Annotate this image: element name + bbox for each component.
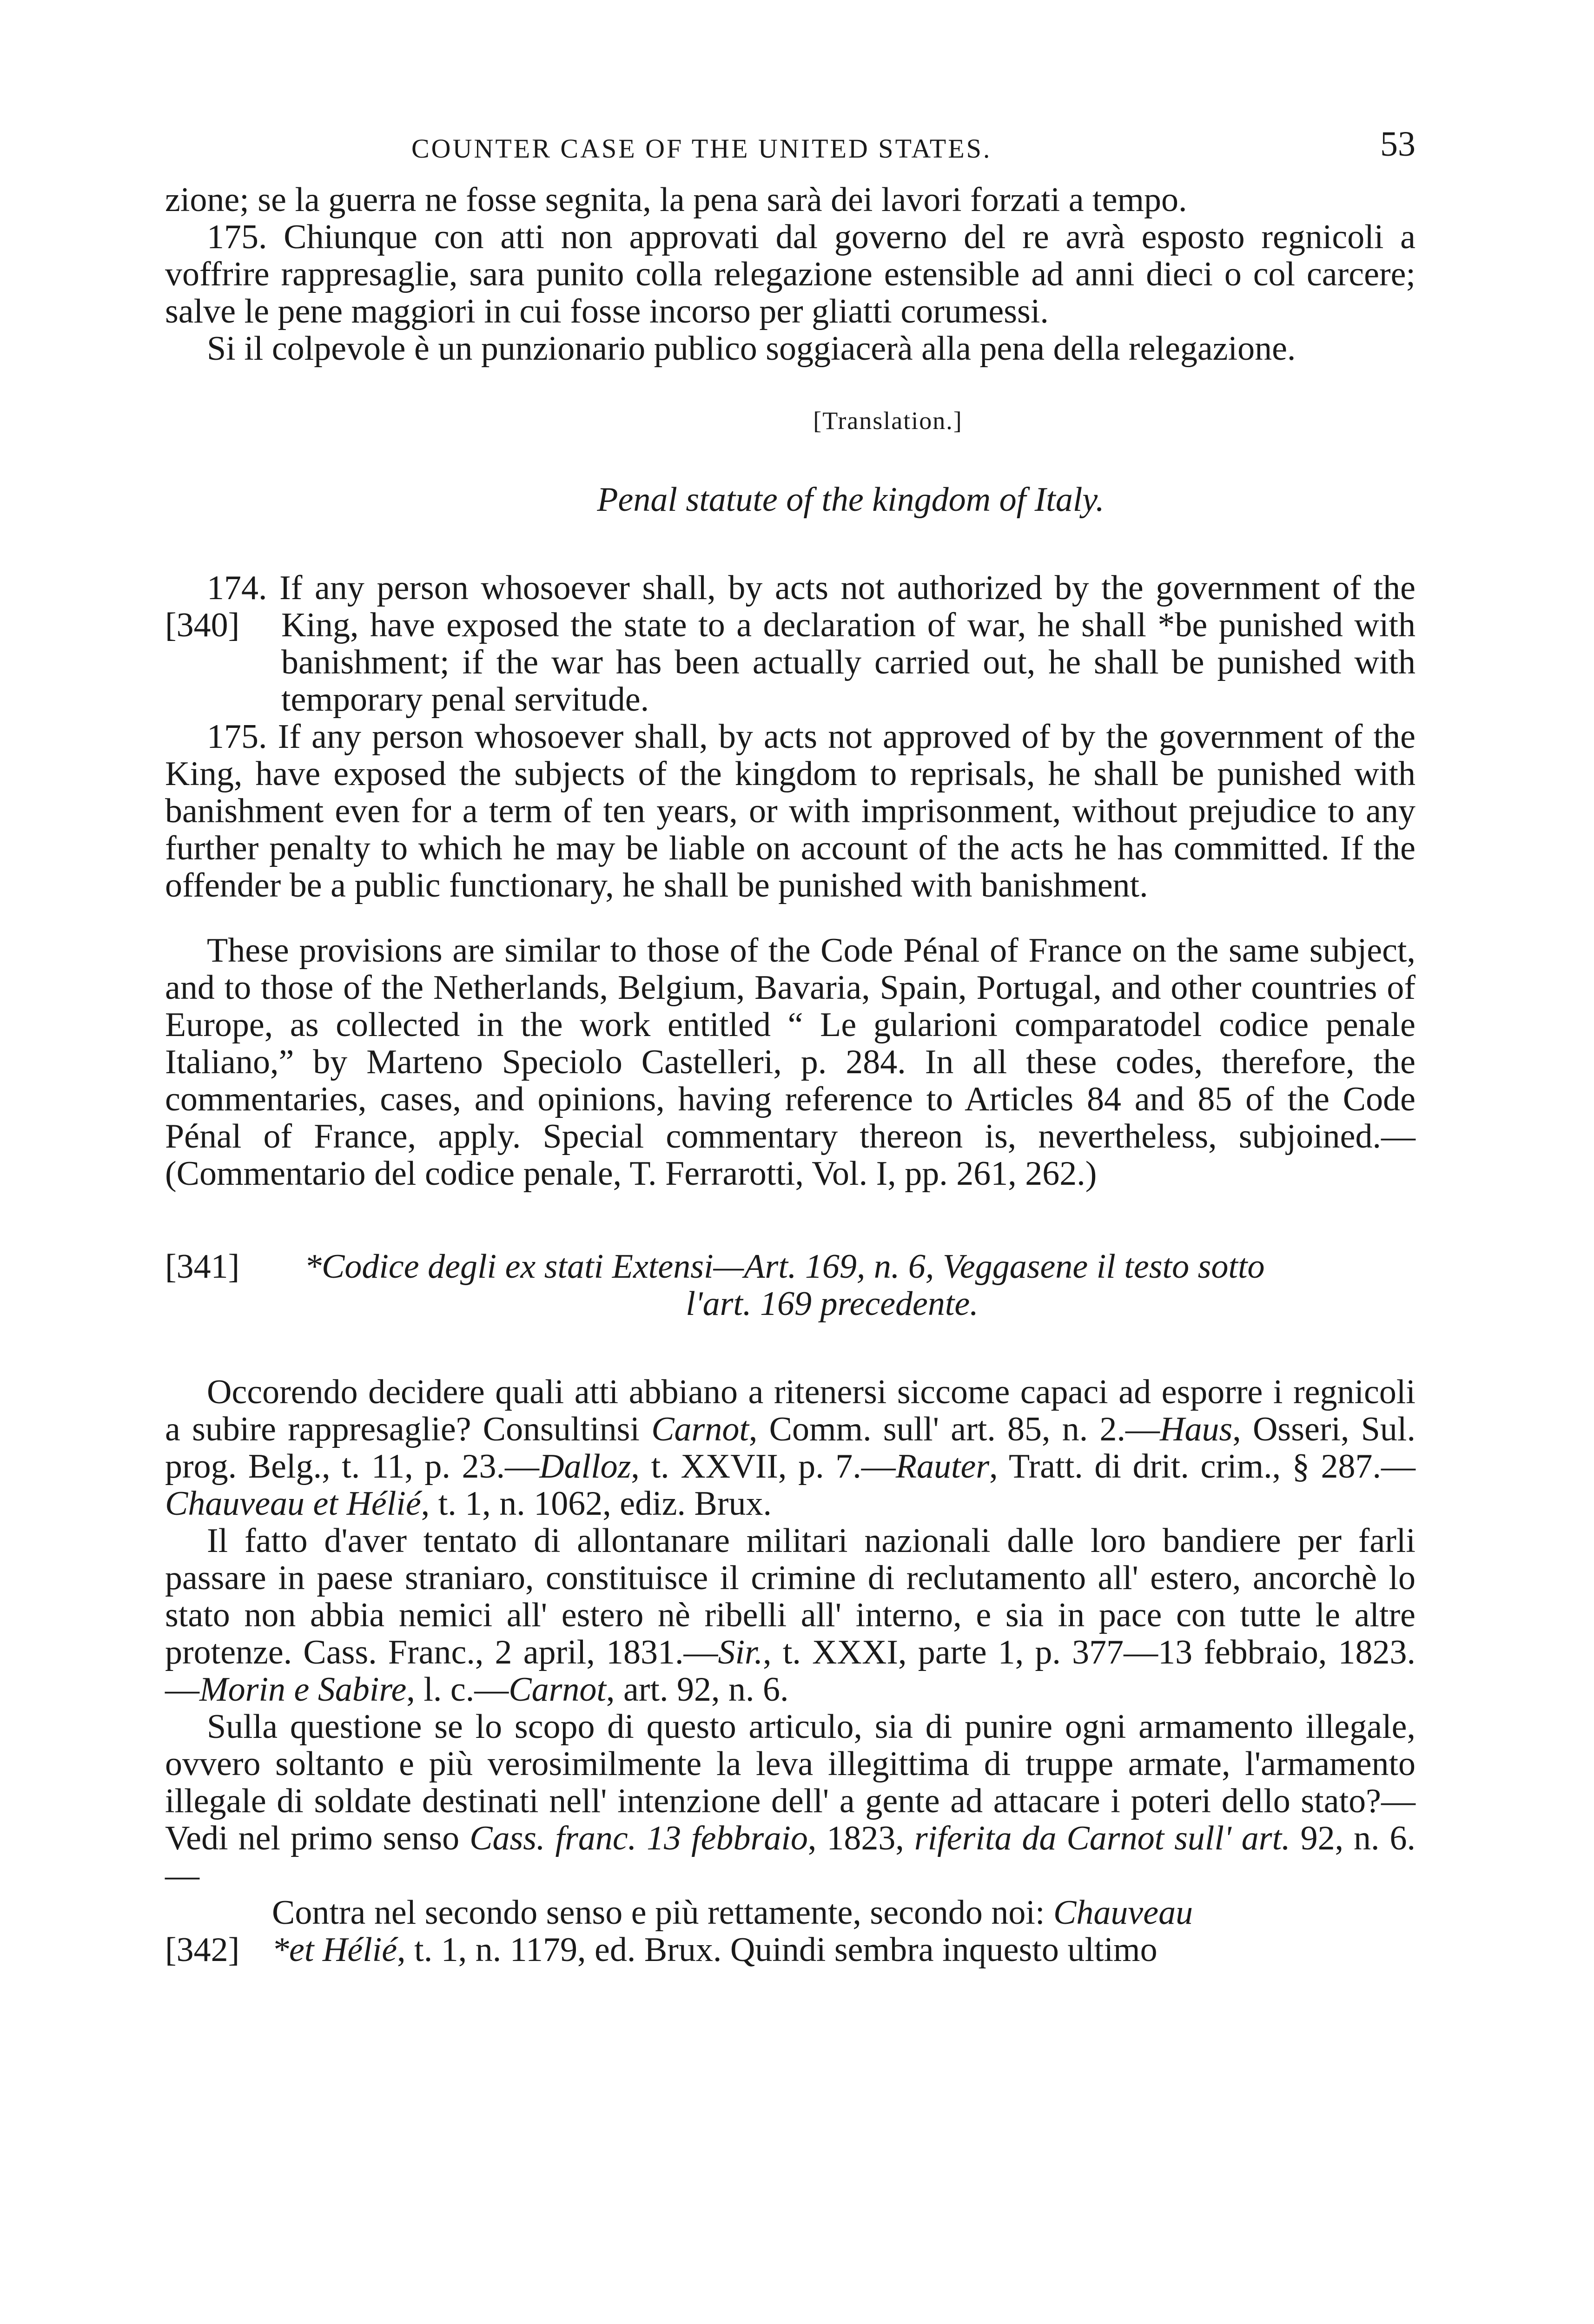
commentary-paragraph-3: Sulla questione se lo scopo di questo articulo, sia di punire ogni armamento illegale, ovvero soltanto e più verosimilmente la leva illegittima di truppe armate, l'armamento illegale di soldate destinati nell' intenzione dell' a gente ad attacare i poteri dello stato?—Vedi nel primo senso Cass. franc. 13 febbraio, 1823, riferita da Carnot sull' art. 92, n. 6.— bbox=[165, 1708, 1416, 1895]
article-175-translation: 175. If any person whosoever shall, by acts not approved of by the government of the King, have exposed the subjects of the kingdom to reprisals, he shall be punished with banishment even for a term of ten years, or with imprisonment, without prejudice to any further penalty to which he may be liable on account of the acts he has committed. If the offender be a public functionary, he shall be punished with banishment. bbox=[165, 718, 1415, 905]
author-dalloz: Dalloz bbox=[539, 1447, 631, 1486]
translation-section bbox=[165, 569, 1415, 904]
document-page bbox=[165, 112, 1415, 1968]
margin-reference-340: [340] bbox=[165, 606, 240, 644]
article-174 bbox=[165, 569, 1415, 718]
author-morin-sabire: Morin e Sabire bbox=[199, 1670, 407, 1709]
author-et-helie: *et Hélié bbox=[272, 1931, 397, 1969]
italian-commentary bbox=[165, 1373, 1415, 1968]
source-cass-franc: Cass. franc. 13 febbraio bbox=[470, 1819, 808, 1857]
margin-reference-341: [341] bbox=[165, 1248, 240, 1286]
italian-paragraph-3: Si il colpevole è un punzionario publico soggiacerà alla pena della relegazione. bbox=[207, 330, 1296, 368]
italian-statute-top bbox=[165, 181, 1415, 367]
running-title: COUNTER CASE OF THE UNITED STATES. bbox=[411, 133, 992, 164]
author-chauveau-2: Chauveau bbox=[1053, 1894, 1193, 1932]
source-sir: Sir. bbox=[718, 1633, 763, 1671]
page-number: 53 bbox=[1380, 125, 1415, 164]
italian-paragraph-1: zione; se la guerra ne fosse segnita, la pena sarà dei lavori forzati a tempo. bbox=[165, 181, 1187, 219]
page-header bbox=[165, 112, 1415, 181]
margin-reference-342: [342] bbox=[165, 1931, 240, 1969]
article-174-text: If any person whosoever shall, by acts not authorized by the government of the King, have exposed the state to a declaration of war, he shall *be punished with banishment; if the war has been actually carried out, he shall be punished with temporary penal servitude. bbox=[279, 569, 1415, 719]
article-174-number: 174. bbox=[207, 569, 267, 607]
codice-heading-line-2: l'art. 169 precedente. bbox=[686, 1285, 979, 1323]
commentary-paragraph-2: Il fatto d'aver tentato di allontanare militari nazionali dalle loro bandiere per farli passare in paese straniaro, constituisce il crimine di reclutamento all' estero, ancorchè lo stato non abbia nemici all' estero nè ribelli all' interno, e sia in pace con tutte le altre protenze. Cass. Franc., 2 april, 1831.—Sir., t. XXXI, parte 1, p. 377—13 febbraio, 1823.—Morin e Sabire, l. c.—Carnot, art. 92, n. 6. bbox=[165, 1522, 1415, 1709]
commentary-paragraph-1: Occorendo decidere quali atti abbiano a ritenersi siccome capaci ad esporre i regnicoli a subire rappresaglie? Consultinsi Carnot, Comm. sull' art. 85, n. 2.—Haus, Osseri, Sul. prog. Belg., t. 11, p. 23.—Dalloz, t. XXVII, p. 7.—Rauter, Tratt. di drit. crim., § 287.—Chauveau et Hélié, t. 1, n. 1062, ediz. Brux. bbox=[165, 1373, 1415, 1523]
italian-article-175: 175. Chiunque con atti non approvati dal governo del re avrà esposto regnicoli a voffrire rappresaglie, sara punito colla relegazione estensible ad anni dieci o col carcere; salve le pene maggiori in cui fosse incorso per gliatti corumessi. bbox=[165, 218, 1415, 330]
commentary-paragraph-4: Contra nel secondo senso e più rettamente, secondo noi: Chauveau bbox=[272, 1894, 1193, 1932]
source-riferita-carnot: riferita da Carnot sull' art. bbox=[914, 1819, 1290, 1857]
codice-heading bbox=[165, 1248, 1415, 1322]
translation-title: Penal statute of the kingdom of Italy. bbox=[597, 481, 1105, 519]
author-haus: Haus bbox=[1160, 1410, 1233, 1448]
commentary-last-line: [342] *et Hélié, t. 1, n. 1179, ed. Brux. Quindi sembra inquesto ultimo bbox=[165, 1931, 1157, 1969]
provisions-paragraph: These provisions are similar to those of the Code Pénal of France on the same subject, and to those of the Netherlands, Belgium, Bavaria, Spain, Portugal, and other countries of Europe, as collected in the work entitled “ Le gularioni comparatodel codice penale Italiano,” by Marteno Speciolo Castelleri, p. 284. In all these codes, therefore, the commentaries, cases, and opinions, having reference to Articles 84 and 85 of the Code Pénal of France, apply. Special commentary thereon is, nevertheless, subjoined.—(Commentario del codice penale, T. Ferrarotti, Vol. I, pp. 261, 262.) bbox=[165, 931, 1415, 1193]
author-carnot-2: Carnot bbox=[509, 1670, 606, 1709]
translation-note: [Translation.] bbox=[813, 407, 963, 435]
author-chauveau-helie: Chauveau et Hélié bbox=[165, 1485, 421, 1523]
codice-heading-line-1: *Codice degli ex stati Extensi—Art. 169, n. 6, Veggasene il testo sotto bbox=[304, 1248, 1265, 1286]
author-carnot: Carnot bbox=[651, 1410, 749, 1448]
author-rauter: Rauter bbox=[895, 1447, 990, 1486]
